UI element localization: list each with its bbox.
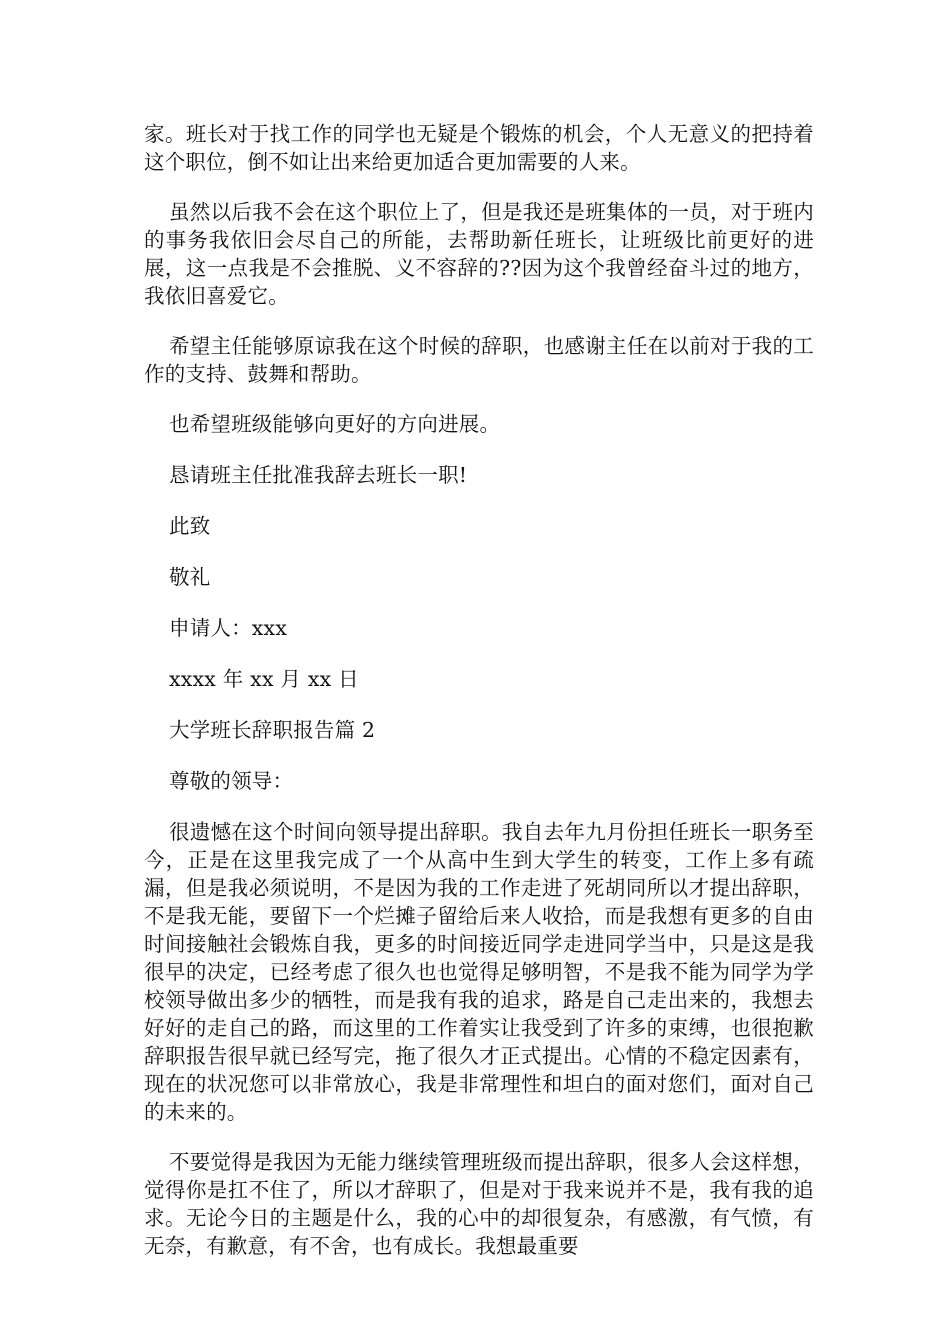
closing-regards: 敬礼 <box>169 565 211 589</box>
applicant-line: 申请人：xxx <box>169 616 288 640</box>
greeting-line: 尊敬的领导： <box>169 769 294 793</box>
paragraph-not-incapable: 不要觉得是我因为无能力继续管理班级而提出辞职，很多人会这样想，觉得你是扛不住了，所以才辞职了，但是对于我来说并不是，我有我的追求。无论今日的主题是什么，我的心中的却很复杂，有感激，有气愤，有无奈，有歉意，有不舍，也有成长。我想最重要 <box>144 1150 814 1258</box>
paragraph-still-class-member: 虽然以后我不会在这个职位上了，但是我还是班集体的一员，对于班内的事务我依旧会尽自己的所能，去帮助新任班长，让班级比前更好的进展，这一点我是不会推脱、义不容辞的??因为这个我曾经奋斗过的地方，我依旧喜爱它。 <box>144 200 814 308</box>
section-heading: 大学班长辞职报告篇 2 <box>169 718 376 742</box>
closing-salutation: 此致 <box>169 514 211 538</box>
paragraph-hope-class: 也希望班级能够向更好的方向进展。 <box>169 412 501 436</box>
paragraph-continuation: 家。班长对于找工作的同学也无疑是个锻炼的机会，个人无意义的把持着这个职位，倒不如让出来给更加适合更加需要的人来。 <box>144 122 814 174</box>
paragraph-resignation-reason: 很遗憾在这个时间向领导提出辞职。我自去年九月份担任班长一职务至今，正是在这里我完成了一个从高中生到大学生的转变，工作上多有疏漏，但是我必须说明，不是因为我的工作走进了死胡同所以才提出辞职，不是我无能，要留下一个烂摊子留给后来人收拾，而是我想有更多的自由时间接触社会锻炼自我，更多的时间接近同学走进同学当中，只是这是我很早的决定，已经考虑了很久也也觉得足够明智，不是我不能为同学为学校领导做出多少的牺牲，而是我有我的追求，路是自己走出来的，我想去好好的走自己的路，而这里的工作着实让我受到了许多的束缚，也很抱歉辞职报告很早就已经写完，拖了很久才正式提出。心情的不稳定因素有，现在的状况您可以非常放心，我是非常理性和坦白的面对您们，面对自己的未来的。 <box>144 820 814 1124</box>
paragraph-request-approval: 恳请班主任批准我辞去班长一职! <box>169 463 468 487</box>
date-line: xxxx 年 xx 月 xx 日 <box>169 667 359 691</box>
document-body <box>144 120 814 1282</box>
paragraph-thanks-director: 希望主任能够原谅我在这个时候的辞职，也感谢主任在以前对于我的工作的支持、鼓舞和帮助。 <box>144 334 814 386</box>
